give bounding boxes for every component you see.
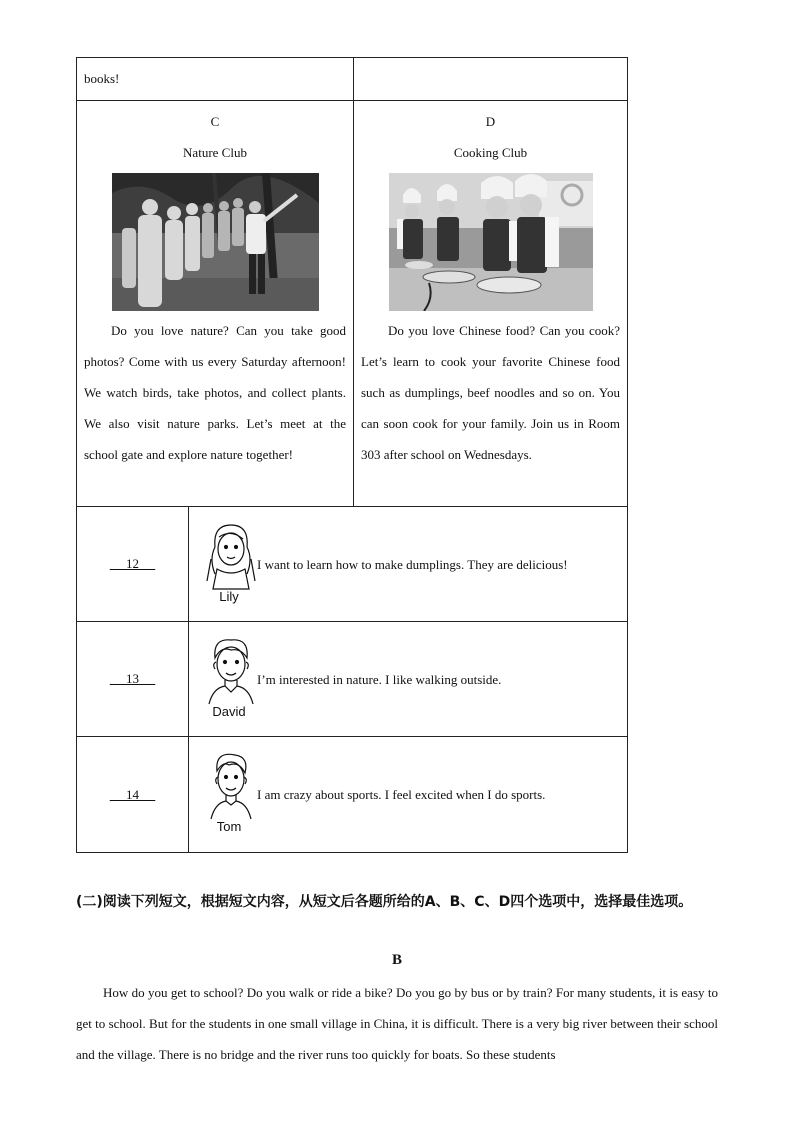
student-statement bbox=[189, 622, 627, 736]
table-top-row bbox=[77, 58, 627, 101]
nature-club-cell bbox=[77, 101, 354, 506]
passage-paragraph: How do you get to school? Do you walk or ride a bike? Do you go by bus or by train? For many students, it is easy to get to school. But for the students in one small village in China, it is difficult. There is a very big river between their school and the village. There is no bridge and the river runs too quickly for boats. So these students bbox=[76, 985, 718, 1062]
section-instructions: (二)阅读下列短文，根据短文内容，从短文后各题所给的A、B、C、D四个选项中，选择最佳选项。 bbox=[76, 894, 693, 910]
club-description: Do you love Chinese food? Can you cook? Let’s learn to cook your favorite Chinese food such as dumplings, beef noodles and so on. You can soon cook for your family. Join us in Room 303 after school on Wednesdays. bbox=[361, 323, 620, 462]
cooking-club-cell bbox=[354, 101, 627, 506]
club-letter: C bbox=[210, 114, 220, 129]
question-row bbox=[77, 507, 627, 622]
student-name: Lily bbox=[219, 589, 239, 604]
question-number: 14 bbox=[126, 786, 139, 802]
top-right-cell bbox=[354, 58, 627, 100]
question-number: 13 bbox=[126, 671, 139, 686]
nature-walk-photo bbox=[112, 173, 319, 311]
club-letter: D bbox=[485, 114, 496, 129]
answer-blank[interactable] bbox=[77, 737, 189, 852]
question-row bbox=[77, 737, 627, 852]
club-description: Do you love nature? Can you take good photos? Come with us every Saturday afternoon! We watch birds, take photos, and collect plants. We also visit nature parks. Let’s meet at the school gate and explore nature together! bbox=[84, 323, 346, 462]
top-left-cell: books! bbox=[77, 58, 354, 100]
club-name: Nature Club bbox=[183, 145, 247, 160]
passage-letter: B bbox=[391, 952, 402, 968]
clubs-row bbox=[77, 101, 627, 507]
student-name: David bbox=[212, 704, 246, 719]
boy-avatar-icon bbox=[201, 634, 257, 706]
reading-passage bbox=[76, 977, 718, 1070]
club-name: Cooking Club bbox=[453, 145, 528, 160]
girl-avatar-icon bbox=[201, 519, 257, 591]
statement-text: I want to learn how to make dumplings. They are delicious! bbox=[257, 557, 568, 572]
answer-blank[interactable] bbox=[77, 507, 189, 621]
student-statement bbox=[189, 737, 627, 852]
student-name: Tom bbox=[216, 819, 242, 834]
question-row bbox=[77, 622, 627, 737]
question-number: 12 bbox=[126, 556, 139, 571]
statement-text: I am crazy about sports. I feel excited when I do sports. bbox=[257, 787, 546, 802]
answer-blank[interactable] bbox=[77, 622, 189, 736]
student-statement bbox=[189, 507, 627, 621]
statement-text: I’m interested in nature. I like walking outside. bbox=[257, 672, 502, 687]
cooking-class-photo bbox=[389, 173, 593, 311]
boy-avatar-icon bbox=[201, 749, 257, 821]
club-table bbox=[76, 57, 628, 853]
